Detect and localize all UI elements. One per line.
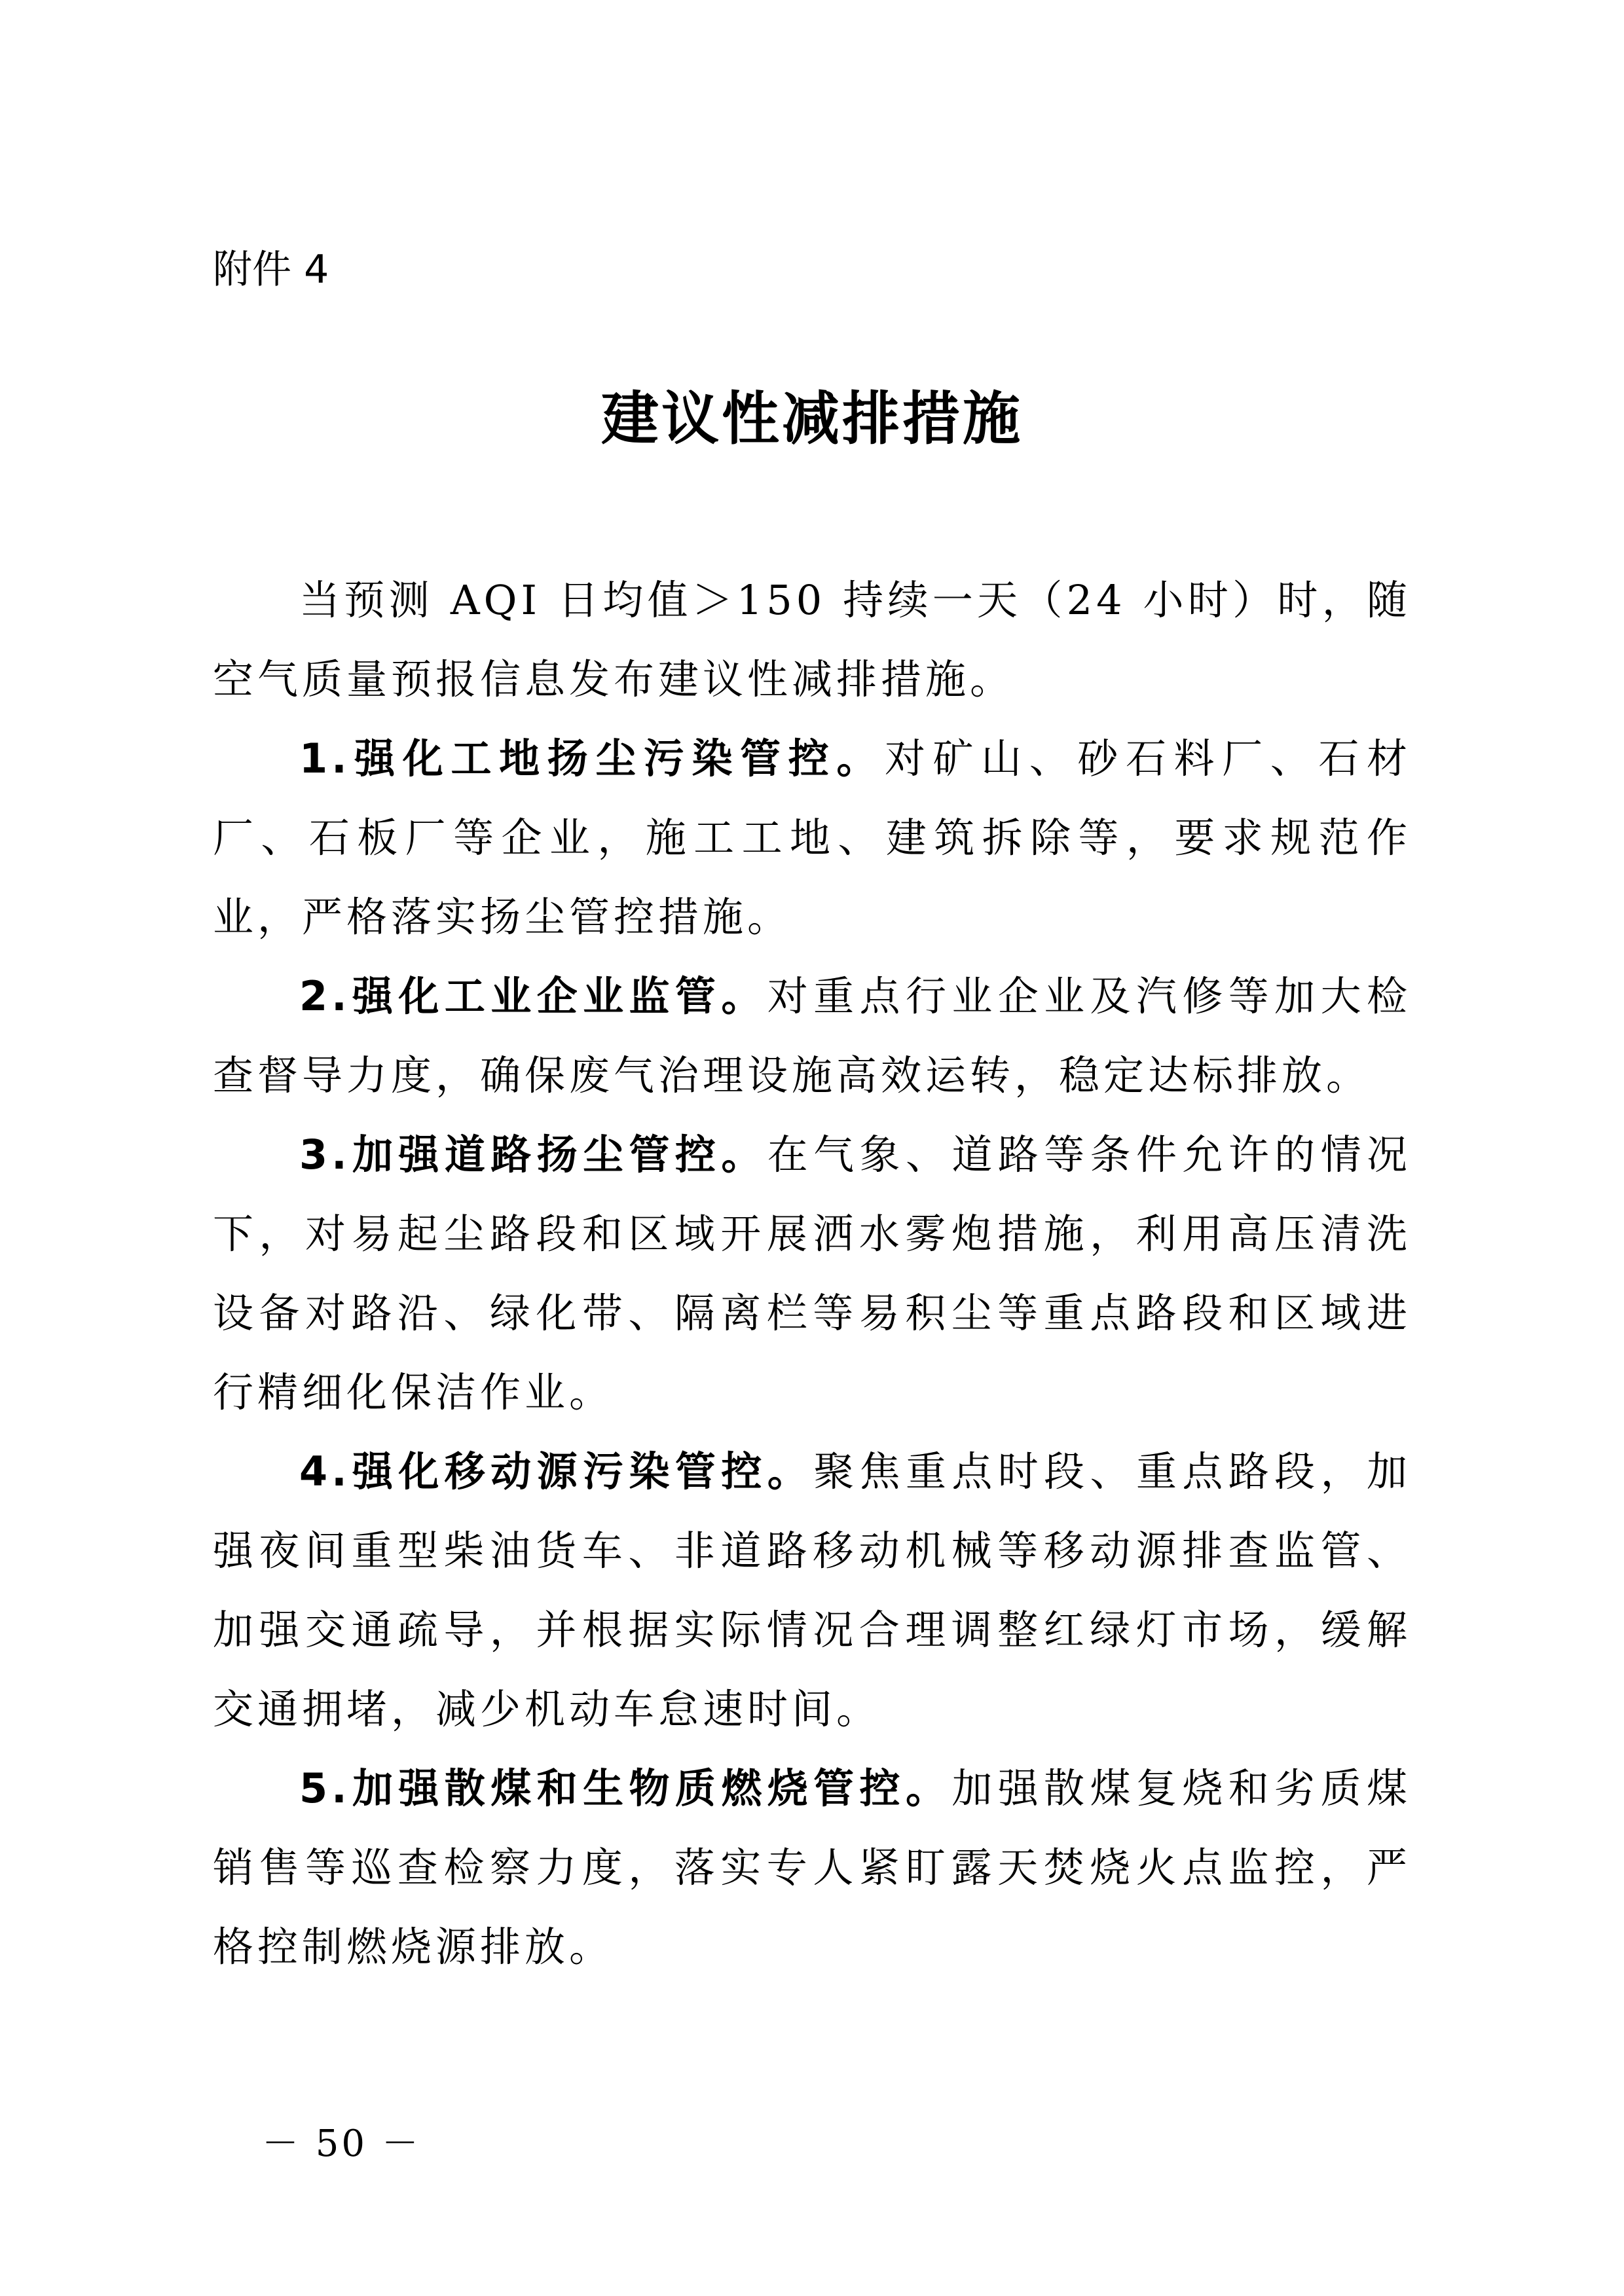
measure-paragraph	[213, 1115, 1411, 1432]
measure-paragraph	[213, 719, 1411, 957]
measure-text: 在气象、道路等条件允许的情况下，对易起尘路段和区域开展洒水雾炮措施，利用高压清洗设备对路沿、绿化带、隔离栏等易积尘等重点路段和区域进行精细化保洁作业。	[213, 1131, 1411, 1416]
measure-text: 聚焦重点时段、重点路段，加强夜间重型柴油货车、非道路移动机械等移动源排查监管、加强交通疏导，并根据实际情况合理调整红绿灯市场，缓解交通拥堵，减少机动车怠速时间。	[213, 1448, 1411, 1733]
measure-heading: 1.强化工地扬尘污染管控。	[299, 735, 885, 782]
measure-text: 对重点行业企业及汽修等加大检查督导力度，确保废气治理设施高效运转，稳定达标排放。	[213, 972, 1411, 1099]
measure-heading: 2.强化工业企业监管。	[299, 972, 767, 1020]
intro-paragraph: 当预测 AQI 日均值＞150 持续一天（24 小时）时，随空气质量预报信息发布建议性减排措施。	[213, 576, 1411, 703]
document-title: 建议性减排措施	[600, 385, 1023, 452]
measure-heading: 5.加强散煤和生物质燃烧管控。	[299, 1764, 952, 1812]
page-number: － 50 －	[262, 2123, 421, 2165]
measure-paragraph	[213, 1749, 1411, 1986]
attachment-label: 附件 4	[213, 247, 329, 293]
measure-paragraph	[213, 957, 1411, 1115]
measure-text: 加强散煤复烧和劣质煤销售等巡查检察力度，落实专人紧盯露天焚烧火点监控，严格控制燃烧源排放。	[213, 1764, 1411, 1971]
measure-paragraph	[213, 1432, 1411, 1749]
document-body	[213, 560, 1411, 1986]
measure-heading: 3.加强道路扬尘管控。	[299, 1131, 767, 1178]
measure-text: 对矿山、砂石料厂、石材厂、石板厂等企业，施工工地、建筑拆除等，要求规范作业，严格落实扬尘管控措施。	[213, 735, 1411, 941]
measure-heading: 4.强化移动源污染管控。	[299, 1448, 814, 1495]
